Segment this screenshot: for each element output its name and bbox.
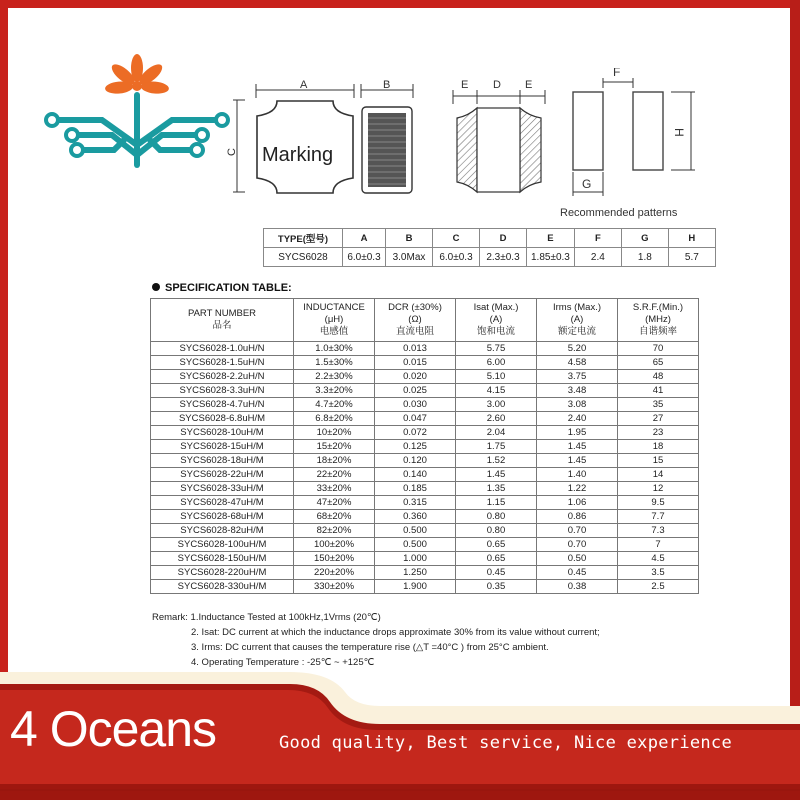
table-cell: 1.45 bbox=[537, 440, 618, 454]
table-cell: 0.45 bbox=[456, 566, 537, 580]
table-cell: 5.75 bbox=[456, 342, 537, 356]
table-row bbox=[151, 370, 699, 384]
dim-header-d: D bbox=[480, 229, 527, 248]
table-row bbox=[151, 426, 699, 440]
dimension-table-header bbox=[264, 229, 716, 248]
table-row bbox=[151, 468, 699, 482]
spec-title-text: SPECIFICATION TABLE: bbox=[165, 282, 292, 294]
table-cell: 15±20% bbox=[294, 440, 375, 454]
header-line: 电感值 bbox=[319, 326, 349, 337]
table-cell: 0.35 bbox=[456, 580, 537, 594]
table-cell: 1.95 bbox=[537, 426, 618, 440]
table-cell: 1.0±30% bbox=[294, 342, 375, 356]
table-cell: 7 bbox=[618, 538, 699, 552]
dim-cell: 1.8 bbox=[621, 248, 668, 267]
table-cell: 0.65 bbox=[456, 552, 537, 566]
specification-table bbox=[150, 298, 699, 594]
table-cell: 3.75 bbox=[537, 370, 618, 384]
header-line: (MHz) bbox=[645, 314, 671, 325]
table-cell: 3.3±20% bbox=[294, 384, 375, 398]
table-cell: 0.020 bbox=[375, 370, 456, 384]
table-row bbox=[151, 440, 699, 454]
remark-3: 3. Irms: DC current that causes the temperature rise (△T =40°C ) from 25°C ambient. bbox=[191, 642, 549, 653]
table-cell: 0.015 bbox=[375, 356, 456, 370]
spec-header-irms bbox=[537, 299, 618, 342]
dim-header-a: A bbox=[343, 229, 386, 248]
table-cell: 1.250 bbox=[375, 566, 456, 580]
table-cell: 3.5 bbox=[618, 566, 699, 580]
table-row bbox=[151, 482, 699, 496]
table-cell: 18 bbox=[618, 440, 699, 454]
table-row bbox=[151, 510, 699, 524]
table-cell: SYCS6028-82uH/M bbox=[151, 524, 294, 538]
spec-header-isat bbox=[456, 299, 537, 342]
table-cell: 1.45 bbox=[456, 468, 537, 482]
table-cell: 0.65 bbox=[456, 538, 537, 552]
slogan: Good quality, Best service, Nice experience bbox=[279, 733, 732, 753]
table-cell: 1.40 bbox=[537, 468, 618, 482]
dim-cell: 5.7 bbox=[668, 248, 715, 267]
dim-label-d: D bbox=[493, 79, 501, 91]
table-cell: 7.7 bbox=[618, 510, 699, 524]
table-cell: 1.900 bbox=[375, 580, 456, 594]
remark-4: 4. Operating Temperature : -25℃ ~ +125℃ bbox=[191, 657, 375, 668]
table-cell: SYCS6028-1.5uH/N bbox=[151, 356, 294, 370]
table-cell: 12 bbox=[618, 482, 699, 496]
table-cell: 0.70 bbox=[537, 538, 618, 552]
header-line: Irms (Max.) bbox=[552, 302, 602, 313]
dim-header-g: G bbox=[621, 229, 668, 248]
table-cell: SYCS6028-100uH/M bbox=[151, 538, 294, 552]
dim-cell: 1.85±0.3 bbox=[527, 248, 575, 267]
dim-label-c: C bbox=[226, 148, 238, 156]
bullet-icon bbox=[152, 283, 160, 291]
remark-2: 2. Isat: DC current at which the inductance drops approximate 30% from its value without current; bbox=[191, 627, 600, 638]
table-cell: 7.3 bbox=[618, 524, 699, 538]
table-cell: 0.185 bbox=[375, 482, 456, 496]
dim-label-a: A bbox=[300, 79, 308, 91]
marking-text: Marking bbox=[262, 144, 334, 166]
table-cell: 1.5±30% bbox=[294, 356, 375, 370]
dim-cell: 2.4 bbox=[574, 248, 621, 267]
table-cell: 23 bbox=[618, 426, 699, 440]
table-cell: SYCS6028-33uH/M bbox=[151, 482, 294, 496]
dim-cell: SYCS6028 bbox=[264, 248, 343, 267]
table-cell: 70 bbox=[618, 342, 699, 356]
table-cell: SYCS6028-47uH/M bbox=[151, 496, 294, 510]
header-line: INDUCTANCE bbox=[303, 302, 365, 313]
table-cell: 6.00 bbox=[456, 356, 537, 370]
table-row bbox=[151, 580, 699, 594]
table-cell: SYCS6028-6.8uH/M bbox=[151, 412, 294, 426]
table-cell: SYCS6028-68uH/M bbox=[151, 510, 294, 524]
table-row bbox=[151, 342, 699, 356]
dim-label-g: G bbox=[582, 177, 592, 191]
table-cell: 2.5 bbox=[618, 580, 699, 594]
table-cell: SYCS6028-2.2uH/N bbox=[151, 370, 294, 384]
spec-header-inductance bbox=[294, 299, 375, 342]
table-cell: 4.15 bbox=[456, 384, 537, 398]
table-cell: 82±20% bbox=[294, 524, 375, 538]
dim-label-e-right: E bbox=[525, 79, 533, 91]
table-cell: 0.500 bbox=[375, 524, 456, 538]
table-cell: 4.58 bbox=[537, 356, 618, 370]
dim-header-e: E bbox=[527, 229, 575, 248]
top-view bbox=[226, 79, 354, 193]
dim-label-h: H bbox=[672, 128, 686, 137]
table-row bbox=[151, 552, 699, 566]
table-cell: 1.45 bbox=[537, 454, 618, 468]
header-line: 直流电阻 bbox=[395, 326, 434, 337]
dim-header-type: TYPE(型号) bbox=[264, 229, 343, 248]
dimension-table bbox=[263, 228, 716, 267]
spec-header-dcr bbox=[375, 299, 456, 342]
table-cell: 1.000 bbox=[375, 552, 456, 566]
table-cell: 0.315 bbox=[375, 496, 456, 510]
dim-cell: 6.0±0.3 bbox=[343, 248, 386, 267]
header-line: 饱和电流 bbox=[476, 326, 515, 337]
table-cell: 0.50 bbox=[537, 552, 618, 566]
side-view bbox=[361, 79, 413, 193]
dim-label-f: F bbox=[613, 68, 621, 79]
table-cell: 65 bbox=[618, 356, 699, 370]
table-row bbox=[151, 538, 699, 552]
table-row bbox=[151, 566, 699, 580]
table-row bbox=[151, 454, 699, 468]
table-cell: 10±20% bbox=[294, 426, 375, 440]
table-cell: 100±20% bbox=[294, 538, 375, 552]
header-line: (A) bbox=[489, 314, 503, 325]
table-cell: 1.75 bbox=[456, 440, 537, 454]
table-cell: 0.360 bbox=[375, 510, 456, 524]
table-cell: 0.80 bbox=[456, 524, 537, 538]
logo-icon bbox=[42, 50, 232, 170]
table-cell: 0.70 bbox=[537, 524, 618, 538]
table-cell: 41 bbox=[618, 384, 699, 398]
table-cell: 0.140 bbox=[375, 468, 456, 482]
dim-header-f: F bbox=[574, 229, 621, 248]
table-cell: SYCS6028-1.0uH/N bbox=[151, 342, 294, 356]
table-cell: 4.5 bbox=[618, 552, 699, 566]
header-line: 品名 bbox=[212, 320, 232, 331]
table-cell: SYCS6028-4.7uH/N bbox=[151, 398, 294, 412]
header-line: (A) bbox=[570, 314, 584, 325]
table-cell: 0.38 bbox=[537, 580, 618, 594]
header-line: Isat (Max.) bbox=[473, 302, 519, 313]
table-row bbox=[151, 398, 699, 412]
spec-table-body bbox=[151, 342, 699, 594]
dim-label-b: B bbox=[383, 79, 391, 91]
header-line: (Ω) bbox=[408, 314, 422, 325]
table-cell: SYCS6028-220uH/M bbox=[151, 566, 294, 580]
table-cell: SYCS6028-3.3uH/N bbox=[151, 384, 294, 398]
table-cell: 1.35 bbox=[456, 482, 537, 496]
dim-header-h: H bbox=[668, 229, 715, 248]
header-line: PART NUMBER bbox=[187, 308, 257, 319]
bottom-view bbox=[453, 79, 545, 192]
table-cell: 330±20% bbox=[294, 580, 375, 594]
dim-header-b: B bbox=[386, 229, 433, 248]
dimension-drawing bbox=[225, 68, 705, 228]
table-cell: SYCS6028-15uH/M bbox=[151, 440, 294, 454]
dim-cell: 6.0±0.3 bbox=[433, 248, 480, 267]
table-row bbox=[151, 412, 699, 426]
table-cell: SYCS6028-18uH/M bbox=[151, 454, 294, 468]
spec-header-part-number bbox=[151, 299, 294, 342]
table-cell: 1.06 bbox=[537, 496, 618, 510]
recommended-patterns bbox=[560, 68, 695, 219]
table-cell: 2.40 bbox=[537, 412, 618, 426]
table-cell: 1.15 bbox=[456, 496, 537, 510]
recommended-patterns-label: Recommended patterns bbox=[560, 207, 678, 219]
table-cell: 150±20% bbox=[294, 552, 375, 566]
table-cell: 47±20% bbox=[294, 496, 375, 510]
spec-header-srf bbox=[618, 299, 699, 342]
table-cell: 5.20 bbox=[537, 342, 618, 356]
table-row bbox=[151, 496, 699, 510]
header-line: 额定电流 bbox=[557, 326, 596, 337]
table-cell: 4.7±20% bbox=[294, 398, 375, 412]
table-cell: 0.072 bbox=[375, 426, 456, 440]
table-cell: 15 bbox=[618, 454, 699, 468]
table-row bbox=[151, 356, 699, 370]
table-cell: 14 bbox=[618, 468, 699, 482]
table-cell: 68±20% bbox=[294, 510, 375, 524]
table-cell: 0.125 bbox=[375, 440, 456, 454]
table-cell: 0.030 bbox=[375, 398, 456, 412]
table-cell: 0.500 bbox=[375, 538, 456, 552]
table-cell: 3.00 bbox=[456, 398, 537, 412]
table-cell: 0.047 bbox=[375, 412, 456, 426]
remarks bbox=[152, 610, 600, 670]
header-line: S.R.F.(Min.) bbox=[632, 302, 684, 313]
table-cell: SYCS6028-22uH/M bbox=[151, 468, 294, 482]
table-cell: 1.22 bbox=[537, 482, 618, 496]
table-cell: 1.52 bbox=[456, 454, 537, 468]
table-cell: 0.80 bbox=[456, 510, 537, 524]
dim-header-c: C bbox=[433, 229, 480, 248]
header-line: DCR (±30%) bbox=[388, 302, 442, 313]
spec-table-title bbox=[152, 282, 292, 294]
table-cell: 0.45 bbox=[537, 566, 618, 580]
table-cell: 9.5 bbox=[618, 496, 699, 510]
table-row bbox=[151, 524, 699, 538]
header-line: (μH) bbox=[324, 314, 344, 325]
table-cell: 33±20% bbox=[294, 482, 375, 496]
dim-cell: 3.0Max bbox=[386, 248, 433, 267]
brand-name: 4 Oceans bbox=[10, 701, 217, 757]
table-cell: 0.013 bbox=[375, 342, 456, 356]
table-cell: 2.60 bbox=[456, 412, 537, 426]
table-cell: 0.120 bbox=[375, 454, 456, 468]
table-cell: 22±20% bbox=[294, 468, 375, 482]
table-cell: 0.86 bbox=[537, 510, 618, 524]
table-cell: 6.8±20% bbox=[294, 412, 375, 426]
table-cell: 0.025 bbox=[375, 384, 456, 398]
table-cell: 18±20% bbox=[294, 454, 375, 468]
table-cell: SYCS6028-10uH/M bbox=[151, 426, 294, 440]
spec-table-header bbox=[151, 299, 699, 342]
dimension-table-row bbox=[264, 248, 716, 267]
table-cell: SYCS6028-150uH/M bbox=[151, 552, 294, 566]
frame-top-border bbox=[0, 0, 800, 8]
header-line: 自谐频率 bbox=[638, 326, 677, 337]
table-cell: 3.48 bbox=[537, 384, 618, 398]
table-cell: 220±20% bbox=[294, 566, 375, 580]
table-cell: 2.04 bbox=[456, 426, 537, 440]
table-cell: 35 bbox=[618, 398, 699, 412]
table-cell: 48 bbox=[618, 370, 699, 384]
table-cell: 5.10 bbox=[456, 370, 537, 384]
table-cell: 27 bbox=[618, 412, 699, 426]
table-cell: 2.2±30% bbox=[294, 370, 375, 384]
dim-cell: 2.3±0.3 bbox=[480, 248, 527, 267]
remark-1: Remark: 1.Inductance Tested at 100kHz,1Vrms (20℃) bbox=[152, 612, 381, 623]
table-cell: SYCS6028-330uH/M bbox=[151, 580, 294, 594]
table-row bbox=[151, 384, 699, 398]
dim-label-e-left: E bbox=[461, 79, 469, 91]
table-cell: 3.08 bbox=[537, 398, 618, 412]
